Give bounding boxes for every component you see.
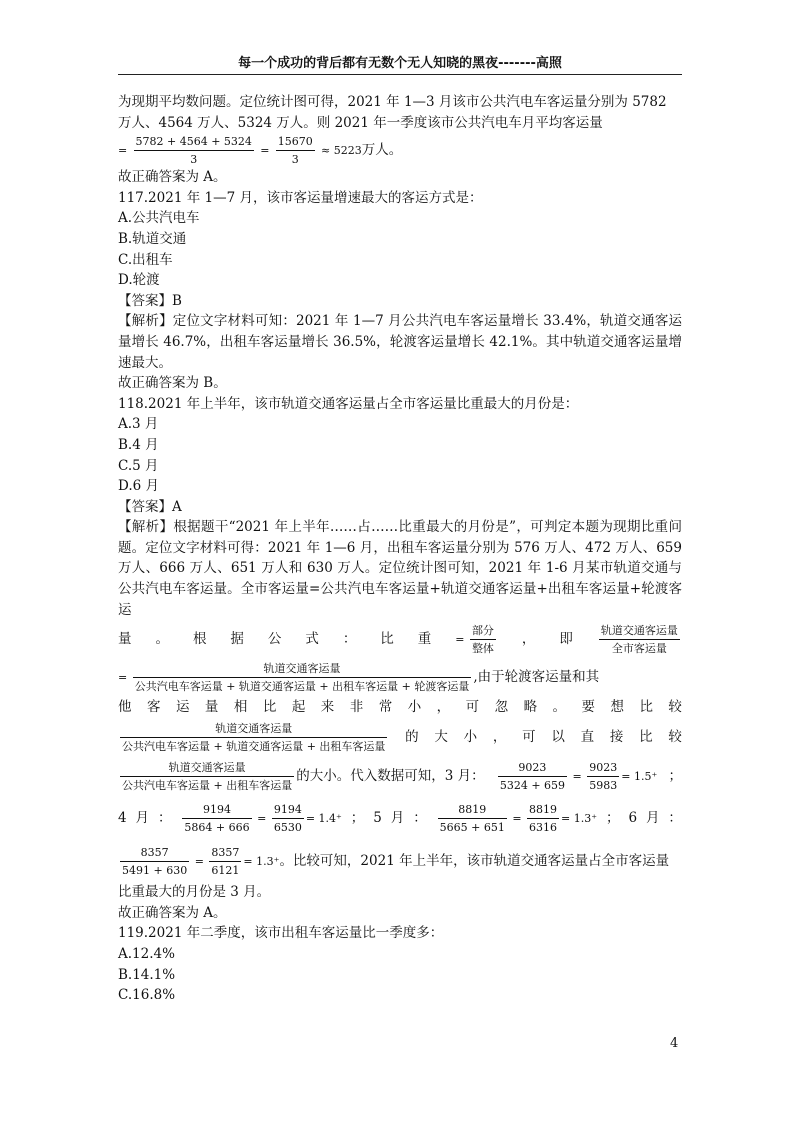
fraction: $\frac{5782 + 4564 + 5324}{3}$ (135, 135, 252, 167)
march-calc: $\frac{9023}{5324 + 659}$ = $\frac{9023}{5983}$ = 1.5⁺ (499, 760, 658, 792)
fraction: $\frac{\text{轨道交通客运量}}{\text{全市客运量}}$ (600, 623, 678, 655)
option-a: A.3 月 (118, 416, 159, 433)
analysis-line: 比重最大的月份是 3 月。 (118, 884, 271, 901)
option-c: C.出租车 (118, 251, 173, 268)
formula-line: 量 。 根 据 公 式 ： 比 重 = $\frac{\text{部分}}{\text{整体}}$ ， 即 $\frac{\text{轨道交通客运量}}{\text{全市客运量}}$ (118, 623, 678, 655)
text-line: 他 客 运 量 相 比 起 来 非 常 小 ， 可 忽 略 。 要 想 比 较 (118, 698, 682, 715)
approx-result: ≈ 5223 (321, 144, 362, 158)
answer-conclusion: 故正确答案为 B。 (118, 375, 227, 392)
option-b: B.14.1% (118, 966, 176, 983)
question-118: 118.2021 年上半年，该市轨道交通客运量占全市客运量比重最大的月份是： (118, 395, 579, 412)
fraction: $\frac{\text{轨道交通客运量}}{\text{公共汽电车客运量 + 出租车客运量}}$ (122, 760, 293, 792)
fraction: $\frac{\text{轨道交通客运量}}{\text{公共汽电车客运量 + 轨道交通客运量 + 出租车客运量}}$ (122, 721, 386, 753)
question-119: 119.2021 年二季度，该市出租车客运量比一季度多： (118, 925, 444, 942)
answer-conclusion: 故正确答案为 A。 (118, 169, 227, 186)
analysis-paragraph: 【解析】根据题干“2021 年上半年……占……比重最大的月份是”，可判定本题为现期比重问题。定位文字材料可得：2021 年 1—6 月，出租车客运量分别为 576 万人、472 万人、659 万人、666 万人、651 万人和 630 万人。定位统计图可知，2021 年 1-6 月某市轨道交通与公共汽电车客运量。全市客运量=公共汽电车客运量+轨道交通客运量+出租车客运量+轮渡客运 (118, 519, 683, 618)
option-a: A.公共汽电车 (118, 210, 200, 227)
option-d: D.轮渡 (118, 272, 160, 289)
comparison-line: $\frac{\text{轨道交通客运量}}{\text{公共汽电车客运量 + 轨道交通客运量 + 出租车客运量}}$ 的 大 小 ， 可 以 直 接 比 较 (122, 721, 682, 753)
document-body (118, 92, 682, 1006)
ratio-formula: = $\frac{\text{轨道交通客运量}}{\text{公共汽电车客运量 + 轨道交通客运量 + 出租车客运量 + 轮渡客运量}}$ ,由于轮渡客运量和其 (118, 662, 600, 694)
analysis-line: 万人、4564 万人、5324 万人。则 2021 年一季度该市公共汽电车月平均客运量 (118, 114, 603, 131)
answer-conclusion: 故正确答案为 A。 (118, 904, 227, 921)
option-c: C.5 月 (118, 457, 159, 474)
equals-sign: = (118, 144, 128, 158)
average-formula: = $\frac{5782 + 4564 + 5324}{3}$ = $\frac{15670}{3}$ ≈ 5223万人。 (118, 135, 403, 167)
option-b: B.4 月 (118, 436, 159, 453)
april-calc: $\frac{9194}{5864 + 666}$ = $\frac{9194}{6530}$ = 1.4⁺ (184, 802, 342, 834)
page-header-title: 每一个成功的背后都有无数个无人知晓的黑夜-------高照 (238, 56, 562, 71)
comparison-line: $\frac{\text{轨道交通客运量}}{\text{公共汽电车客运量 + 出租车客运量}}$ 的大小。代入数据可知，3 月： $\frac{9023}{5324 + 659}$ = $\frac{9023}{5983}$ = 1.5⁺ ； (122, 760, 682, 792)
analysis-paragraph: 【解析】定位文字材料可知：2021 年 1—7 月公共汽电车客运量增长 33.4%，轨道交通客运量增长 46.7%，出租车客运量增长 36.5%，轮渡客运量增长 42.1%。其中轨道交通客运量增速最大。 (118, 313, 683, 371)
analysis-line: 为现期平均数问题。定位统计图可得，2021 年 1—3 月该市公共汽电车客运量分别为 5782 (118, 94, 667, 110)
header-divider (118, 74, 682, 75)
option-c: C.16.8% (118, 987, 176, 1004)
page-number: 4 (670, 1036, 679, 1051)
option-a: A.12.4% (118, 946, 175, 963)
option-d: D.6 月 (118, 478, 160, 495)
month-calc-line: 4 月 ： $\frac{9194}{5864 + 666}$ = $\frac{9194}{6530}$ = 1.4⁺ ； 5 月 ： $\frac{8819}{5665 + 651}$ = $\frac{8819}{6316}$ = 1.3⁺ ； 6 月 ： (118, 802, 682, 834)
answer-label: 【答案】A (118, 498, 182, 515)
may-calc: $\frac{8819}{5665 + 651}$ = $\frac{8819}{6316}$ = 1.3⁺ (439, 802, 598, 834)
fraction: $\frac{\text{部分}}{\text{整体}}$ (471, 623, 494, 655)
option-b: B.轨道交通 (118, 230, 187, 247)
question-117: 117.2021 年 1—7 月，该市客运量增速最大的客运方式是： (118, 189, 483, 206)
fraction: $\frac{\text{轨道交通客运量}}{\text{公共汽电车客运量 + 轨道交通客运量 + 出租车客运量 + 轮渡客运量}}$ (134, 662, 470, 694)
answer-label: 【答案】B (118, 292, 182, 309)
fraction: $\frac{15670}{3}$ (277, 135, 313, 167)
june-calc-line: $\frac{8357}{5491 + 630}$ = $\frac{8357}{6121}$ = 1.3⁺。比较可知，2021 年上半年，该市轨道交通客运量占全市客运量 (122, 846, 670, 878)
